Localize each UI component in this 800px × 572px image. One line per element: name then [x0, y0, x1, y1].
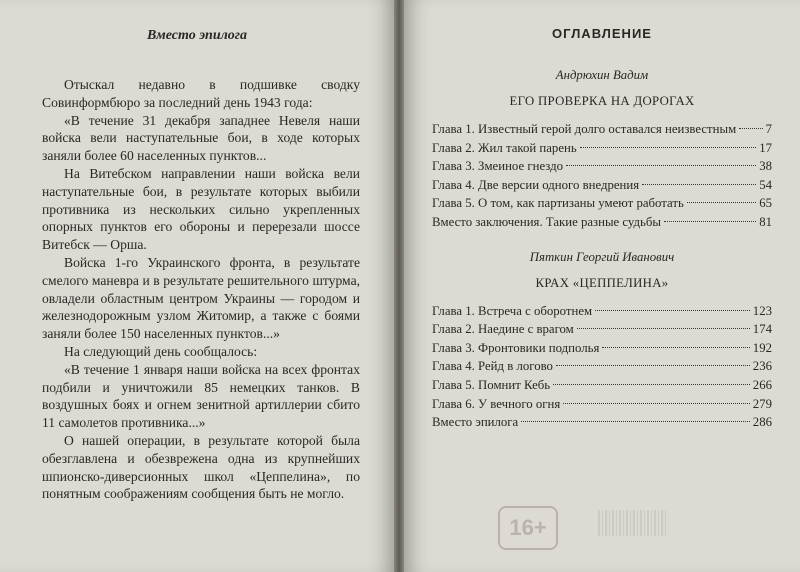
toc-entry [432, 194, 772, 213]
toc-entry [432, 120, 772, 139]
toc-entry [432, 157, 772, 176]
toc-entry [432, 139, 772, 158]
dot-leader [521, 421, 750, 422]
section-title: ЕГО ПРОВЕРКА НА ДОРОГАХ [509, 94, 695, 108]
dot-leader [664, 221, 756, 222]
toc-entry [432, 357, 772, 376]
section-author: Андрюхин Вадим [555, 68, 649, 82]
toc-entry-page: 192 [752, 340, 772, 355]
toc-entry-title: Глава 2. Наедине с врагом [432, 322, 574, 337]
paragraph: «В течение 31 декабря западнее Невеля наши войска вели наступательные бои, в ходе которых заняли более 60 населенных пунктов... [42, 112, 360, 164]
dot-leader [577, 328, 750, 329]
show-through-barcode [598, 510, 668, 536]
toc-entry-page: 123 [752, 303, 772, 318]
toc-entry-title: Глава 1. Известный герой долго оставался неизвестным [432, 122, 737, 136]
toc-entry [432, 395, 772, 414]
epilogue-title: Вместо эпилога [147, 28, 247, 43]
toc-entry-title: Глава 5. Помнит Кебь [432, 377, 551, 392]
right-page [404, 0, 800, 572]
toc-entry [432, 339, 772, 358]
toc-entry-page: 54 [759, 177, 772, 192]
toc-title: ОГЛАВЛЕНИЕ [552, 26, 652, 41]
dot-leader [642, 184, 756, 185]
toc-entry-title: Глава 3. Фронтовики подполья [432, 340, 600, 355]
paragraph: Войска 1-го Украинского фронта, в результате смелого маневра и в результате решительного штурма, овладели областным центром Украины — городом и железнодорожным узлом Житомир, а также с боями заняли более 150 населенных пунктов...» [42, 254, 360, 342]
section-spacer [432, 232, 772, 248]
book-spine-gutter [394, 0, 404, 572]
toc-entry [432, 320, 772, 339]
toc-entry-page: 286 [752, 415, 772, 430]
left-page [0, 0, 394, 572]
section-title: КРАХ «ЦЕППЕЛИНА» [535, 275, 669, 290]
toc-entry-page: 7 [765, 122, 772, 136]
toc-entry-page: 38 [759, 159, 772, 174]
toc-entry-page: 266 [752, 377, 772, 392]
paragraph: Отыскал недавно в подшивке сводку Совинформбюро за последний день 1943 года: [42, 77, 360, 110]
toc-entry-title: Глава 4. Рейд в логово [432, 359, 553, 374]
toc-entry-title: Вместо заключения. Такие разные судьбы [432, 214, 661, 229]
toc-entry [432, 302, 772, 321]
dot-leader [553, 384, 750, 385]
paragraph: На Витебском направлении наши войска вели наступательные бои, в результате которых выбили противника из нескольких сильно укрепленных опорных пунктов его обороны и перерезали шоссе Витебск — Орша. [42, 165, 360, 253]
dot-leader [687, 202, 756, 203]
toc-entry [432, 176, 772, 195]
toc-entry [432, 413, 772, 432]
epilogue-text [42, 76, 360, 503]
dot-leader [566, 165, 756, 166]
toc-entry-title: Глава 4. Две версии одного внедрения [432, 177, 640, 192]
dot-leader [580, 147, 757, 148]
toc-entry-page: 17 [759, 140, 772, 155]
toc-entry-page: 65 [759, 196, 772, 211]
toc-entry-page: 279 [752, 396, 772, 411]
toc-entry-page: 236 [752, 359, 772, 374]
dot-leader [602, 347, 749, 348]
section-author: Пяткин Георгий Иванович [529, 249, 675, 264]
paragraph: На следующий день сообщалось: [64, 343, 258, 359]
age-rating-badge: 16+ [498, 506, 558, 550]
dot-leader [595, 310, 750, 311]
toc-entry-page: 174 [752, 322, 772, 337]
toc-entry-title: Глава 1. Встреча с оборотнем [432, 303, 593, 318]
paragraph: О нашей операции, в результате которой была обезглавлена и обезврежена одна из крупнейших шпионско-диверсионных школ «Цеппелина», по понятным соображениям сообщения быть не могло. [42, 432, 360, 502]
toc-entry [432, 213, 772, 232]
toc-entry-title: Глава 2. Жил такой парень [432, 140, 577, 155]
toc-entry-title: Глава 6. У вечного огня [432, 396, 561, 411]
toc-entry-page: 81 [759, 214, 772, 229]
dot-leader [556, 365, 750, 366]
toc-entry-title: Вместо эпилога [432, 415, 519, 430]
toc-entry [432, 376, 772, 395]
dot-leader [739, 128, 762, 129]
toc-entry-title: Глава 3. Змеиное гнездо [432, 159, 564, 174]
toc-entry-title: Глава 5. О том, как партизаны умеют работать [432, 196, 684, 211]
dot-leader [563, 403, 750, 404]
paragraph: «В течение 1 января наши войска на всех фронтах подбили и уничтожили 85 немецких танков. В воздушных боях и огнем зенитной артиллерии сбито 11 самолетов противника...» [42, 361, 360, 431]
table-of-contents [432, 66, 772, 432]
